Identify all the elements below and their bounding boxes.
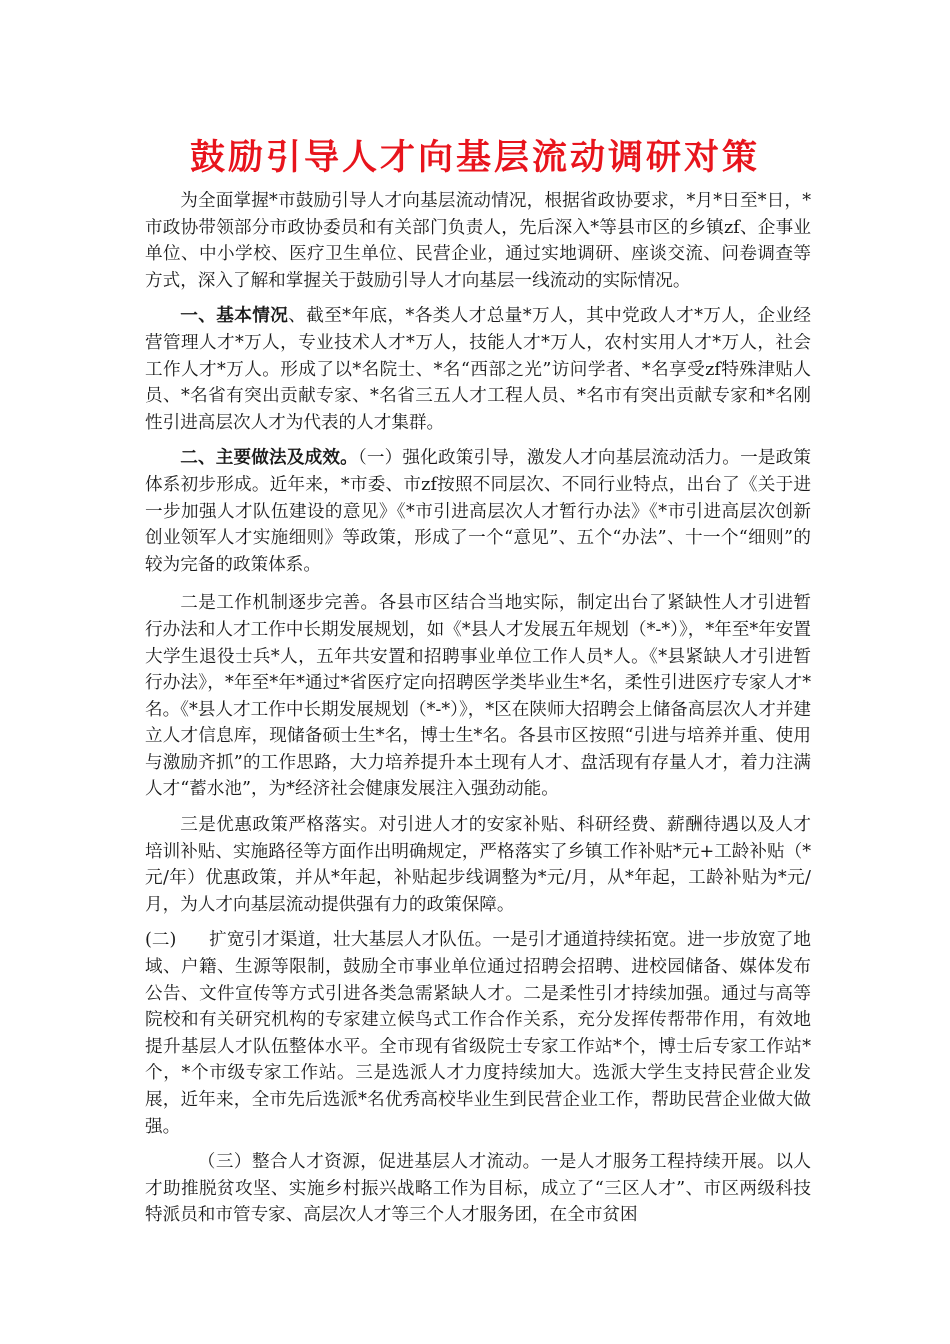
- channels-tag: (二): [145, 930, 177, 951]
- section-2-paragraph: [145, 445, 811, 578]
- channels-paragraph: [145, 927, 811, 1140]
- section-1-text: 、截至*年底，*各类人才总量*万人，其中党政人才*万人，企业经营管理人才*万人，专业技术人才*万人，技能人才*万人，农村实用人才*万人，社会工作人才*万人。形成了以*名院士、*名“西部之光”访问学者、*名享受zf特殊津贴人员、*名省有突出贡献专家、*名省三五人才工程人员、*名市有突出贡献专家和*名刚性引进高层次人才为代表的人才集群。: [145, 306, 811, 433]
- section-2-heading: 二、主要做法及成效。: [180, 447, 358, 469]
- document-body: [145, 188, 811, 1238]
- section-2-text: （一）强化政策引导，激发人才向基层流动活力。一是政策体系初步形成。近年来，*市委、市zf按照不同层次、不同行业特点，出台了《关于进一步加强人才队伍建设的意见》《*市引进高层次人才暂行办法》《*市引进高层次创新创业领军人才实施细则》等政策，形成了一个“意见”、五个“办法”、十一个“细则”的较为完备的政策体系。: [145, 448, 811, 575]
- channels-text: 扩宽引才渠道，壮大基层人才队伍。一是引才通道持续拓宽。进一步放宽了地域、户籍、生源等限制，鼓励全市事业单位通过招聘会招聘、进校园储备、媒体发布公告、文件宣传等方式引进各类急需紧缺人才。二是柔性引才持续加强。通过与高等院校和有关研究机构的专家建立候鸟式工作合作关系，充分发挥传帮带作用，有效地提升基层人才队伍整体水平。全市现有省级院士专家工作站*个，博士后专家工作站*个，*个市级专家工作站。三是选派人才力度持续加大。选派大学生支持民营企业发展，近年来，全市先后选派*名优秀高校毕业生到民营企业工作，帮助民营企业做大做强。: [145, 930, 811, 1137]
- section-1-heading: 一、基本情况: [180, 305, 289, 327]
- policy-paragraph: 三是优惠政策严格落实。对引进人才的安家补贴、科研经费、薪酬待遇以及人才培训补贴、实施路径等方面作出明确规定，严格落实了乡镇工作补贴*元+工龄补贴（*元/年）优惠政策，并从*年起，补贴起步线调整为*元/月，从*年起，工龄补贴为*元/月，为人才向基层流动提供强有力的政策保障。: [145, 815, 811, 915]
- mechanism-paragraph: 二是工作机制逐步完善。各县市区结合当地实际，制定出台了紧缺性人才引进暂行办法和人才工作中长期发展规划，如《*县人才发展五年规划（*-*）》，*年至*年安置大学生退役士兵*人，五年共安置和招聘事业单位工作人员*人。《*县紧缺人才引进暂行办法》，*年至*年*通过*省医疗定向招聘医学类毕业生*名，柔性引进医疗专家人才*名。《*县人才工作中长期发展规划（*-*）》，*区在陕师大招聘会上储备高层次人才并建立人才信息库，现储备硕士生*名，博士生*名。各县市区按照“引进与培养并重、使用与激励齐抓”的工作思路，大力培养提升本土现有人才、盘活现有存量人才，着力注满人才“蓄水池”，为*经济社会健康发展注入强劲动能。: [145, 593, 811, 800]
- document-title: 鼓励引导人才向基层流动调研对策: [189, 137, 760, 178]
- intro-paragraph: 为全面掌握*市鼓励引导人才向基层流动情况，根据省政协要求，*月*日至*日，*市政协带领部分市政协委员和有关部门负责人，先后深入*等县市区的乡镇zf、企事业单位、中小学校、医疗卫生单位、民营企业，通过实地调研、座谈交流、问卷调查等方式，深入了解和掌握关于鼓励引导人才向基层一线流动的实际情况。: [145, 191, 811, 291]
- section-1-paragraph: [145, 303, 811, 436]
- integrate-paragraph: （三）整合人才资源，促进基层人才流动。一是人才服务工程持续开展。以人才助推脱贫攻坚、实施乡村振兴战略工作为目标，成立了“三区人才”、市区两级科技特派员和市管专家、高层次人才等三个人才服务团，在全市贫困: [145, 1152, 811, 1226]
